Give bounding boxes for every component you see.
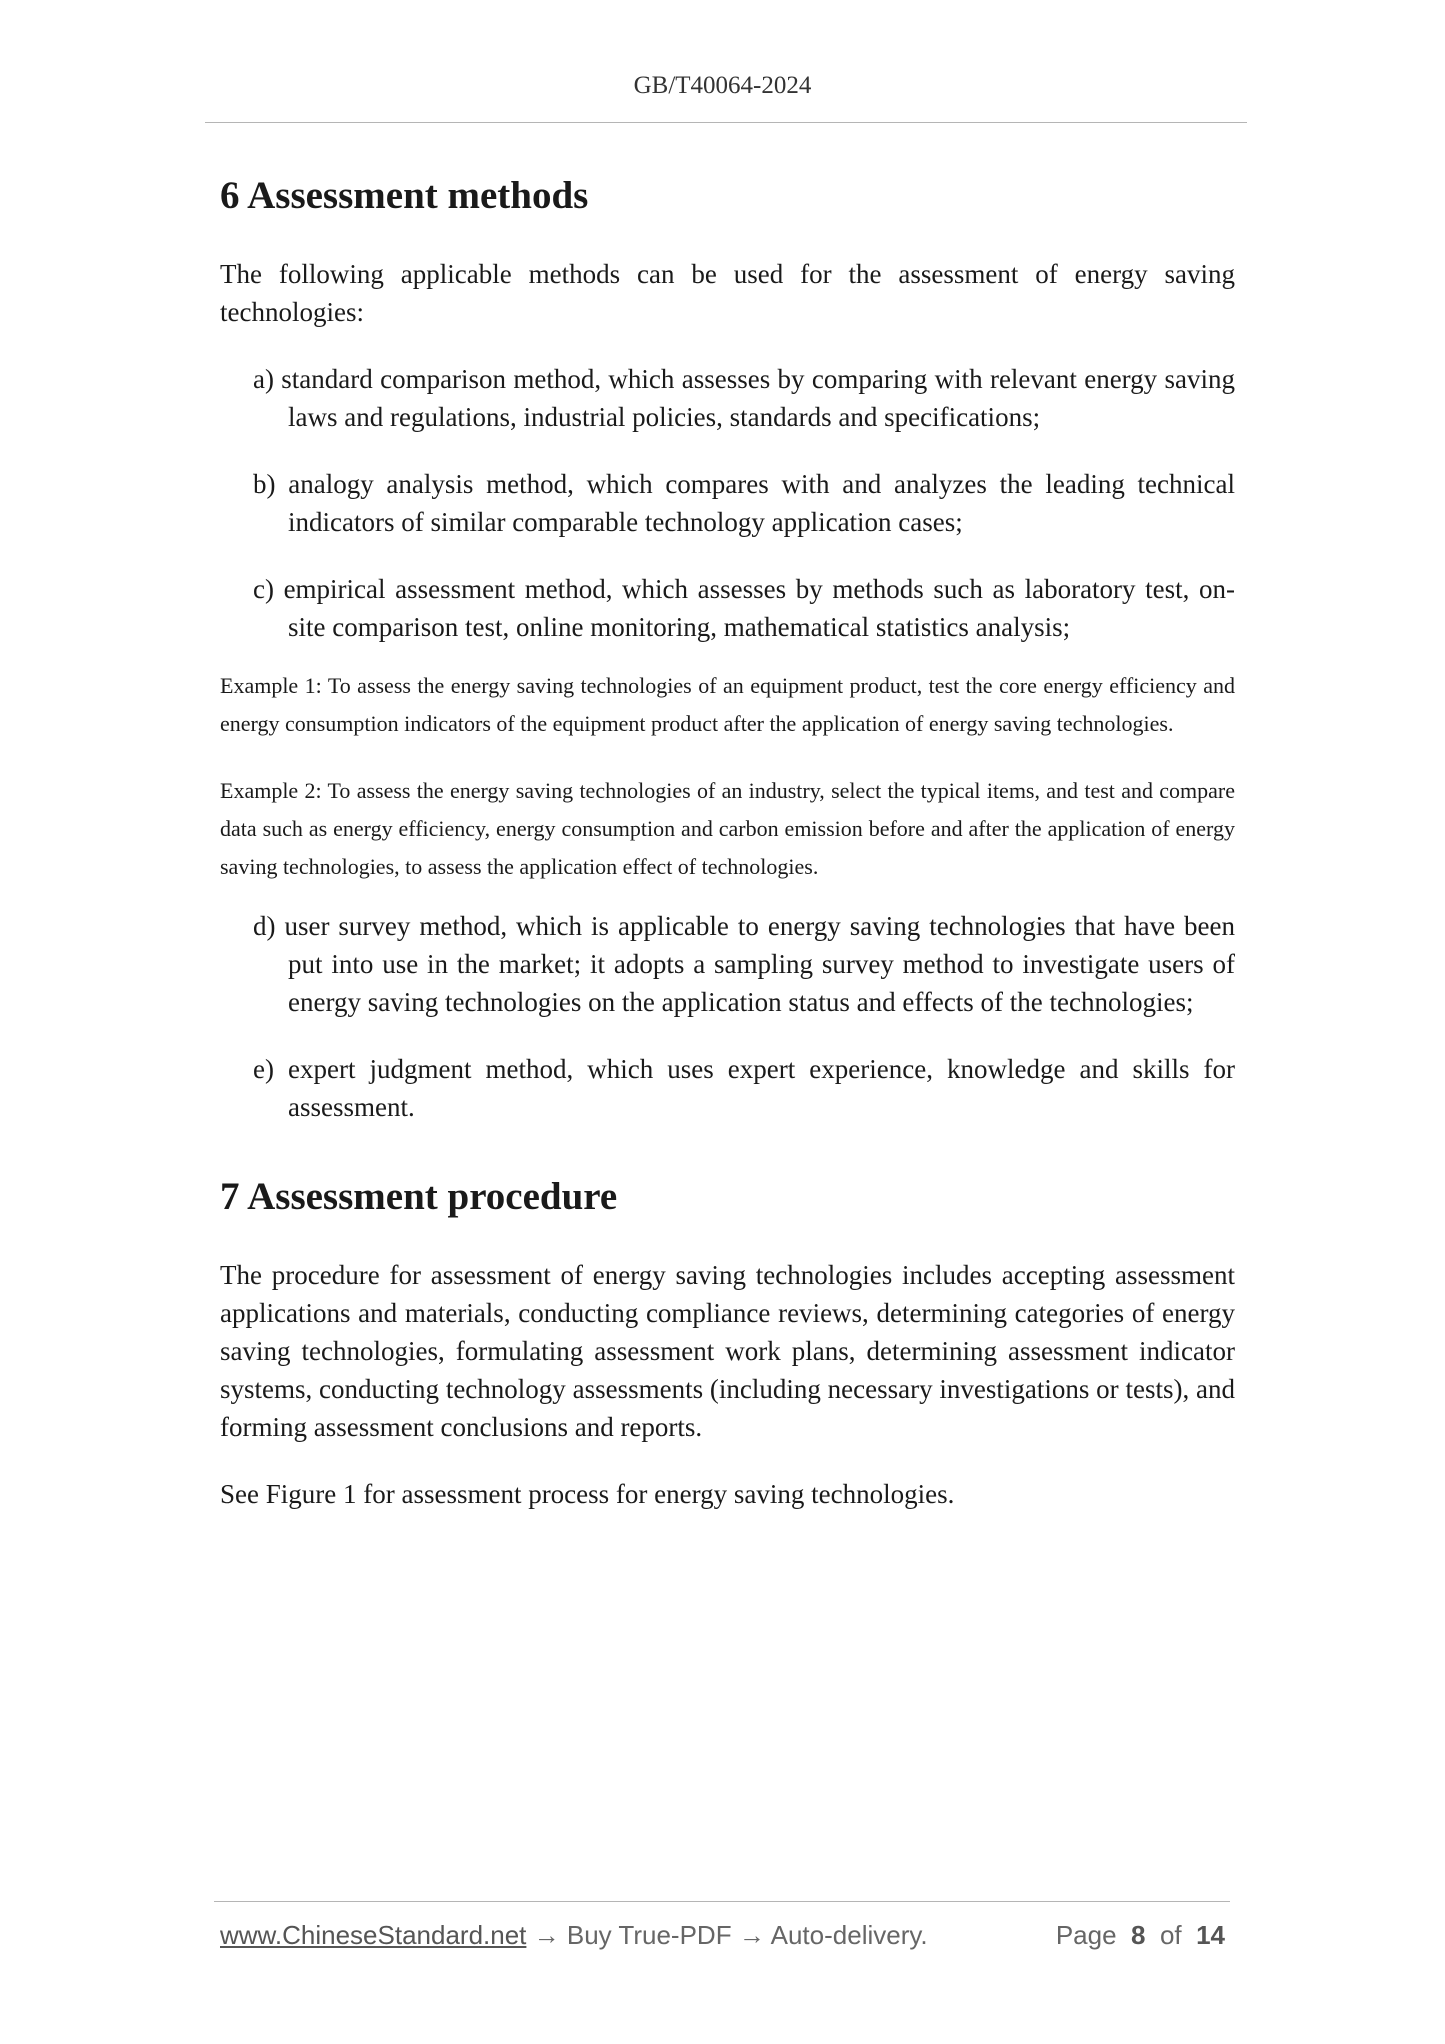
section-6-intro: The following applicable methods can be used for the assessment of energy saving technologies: xyxy=(220,259,1235,327)
method-item-b: b) analogy analysis method, which compares with and analyzes the leading technical indicators of similar comparable technology application cases; xyxy=(253,469,1235,537)
header-divider xyxy=(205,122,1247,123)
page-of-label: of xyxy=(1159,1920,1182,1950)
method-item-e: e) expert judgment method, which uses expert experience, knowledge and skills for assessment. xyxy=(253,1054,1235,1122)
method-item-a: a) standard comparison method, which assesses by comparing with relevant energy saving laws and regulations, industrial policies, standards and specifications; xyxy=(253,364,1235,432)
document-code-header: GB/T40064-2024 xyxy=(633,72,812,99)
page-content xyxy=(220,166,1235,1513)
auto-delivery-text: Auto-delivery. xyxy=(770,1920,928,1950)
page-indicator xyxy=(1056,1920,1225,1951)
arrow-right-icon: → xyxy=(738,1920,765,1950)
section-7-paragraph: The procedure for assessment of energy saving technologies includes accepting assessment applications and materials, conducting compliance reviews, determining categories of energy saving technologies, formulating assessment work plans, determining assessment indicator systems, conducting technology assessments (including necessary investigations or tests), and forming assessment conclusions and reports. xyxy=(220,1260,1235,1442)
total-pages-number: 14 xyxy=(1196,1920,1225,1950)
footer-divider xyxy=(214,1901,1230,1902)
current-page-number: 8 xyxy=(1131,1920,1146,1950)
method-item-c: c) empirical assessment method, which assesses by methods such as laboratory test, on-site comparison test, online monitoring, mathematical statistics analysis; xyxy=(253,574,1235,642)
section-6-heading: 6 Assessment methods xyxy=(220,174,589,217)
page-label: Page xyxy=(1055,1920,1117,1950)
figure-reference-paragraph: See Figure 1 for assessment process for energy saving technologies. xyxy=(220,1479,955,1509)
website-link[interactable]: www.ChineseStandard.net xyxy=(220,1920,527,1950)
section-7-heading: 7 Assessment procedure xyxy=(220,1175,618,1218)
example-2: Example 2: To assess the energy saving technologies of an industry, select the typical items, and test and compare data such as energy efficiency, energy consumption and carbon emission before and after the application of energy saving technologies, to assess the application effect of technologies. xyxy=(220,778,1235,879)
arrow-right-icon: → xyxy=(533,1920,560,1950)
method-item-d: d) user survey method, which is applicable to energy saving technologies that have been put into use in the market; it adopts a sampling survey method to investigate users of energy saving technologies on the application status and effects of the technologies; xyxy=(253,911,1235,1017)
example-1: Example 1: To assess the energy saving technologies of an equipment product, test the core energy efficiency and energy consumption indicators of the equipment product after the application of energy saving technologies. xyxy=(220,673,1235,736)
buy-true-pdf-text: Buy True-PDF xyxy=(566,1920,732,1950)
page-footer xyxy=(220,1920,1225,1951)
